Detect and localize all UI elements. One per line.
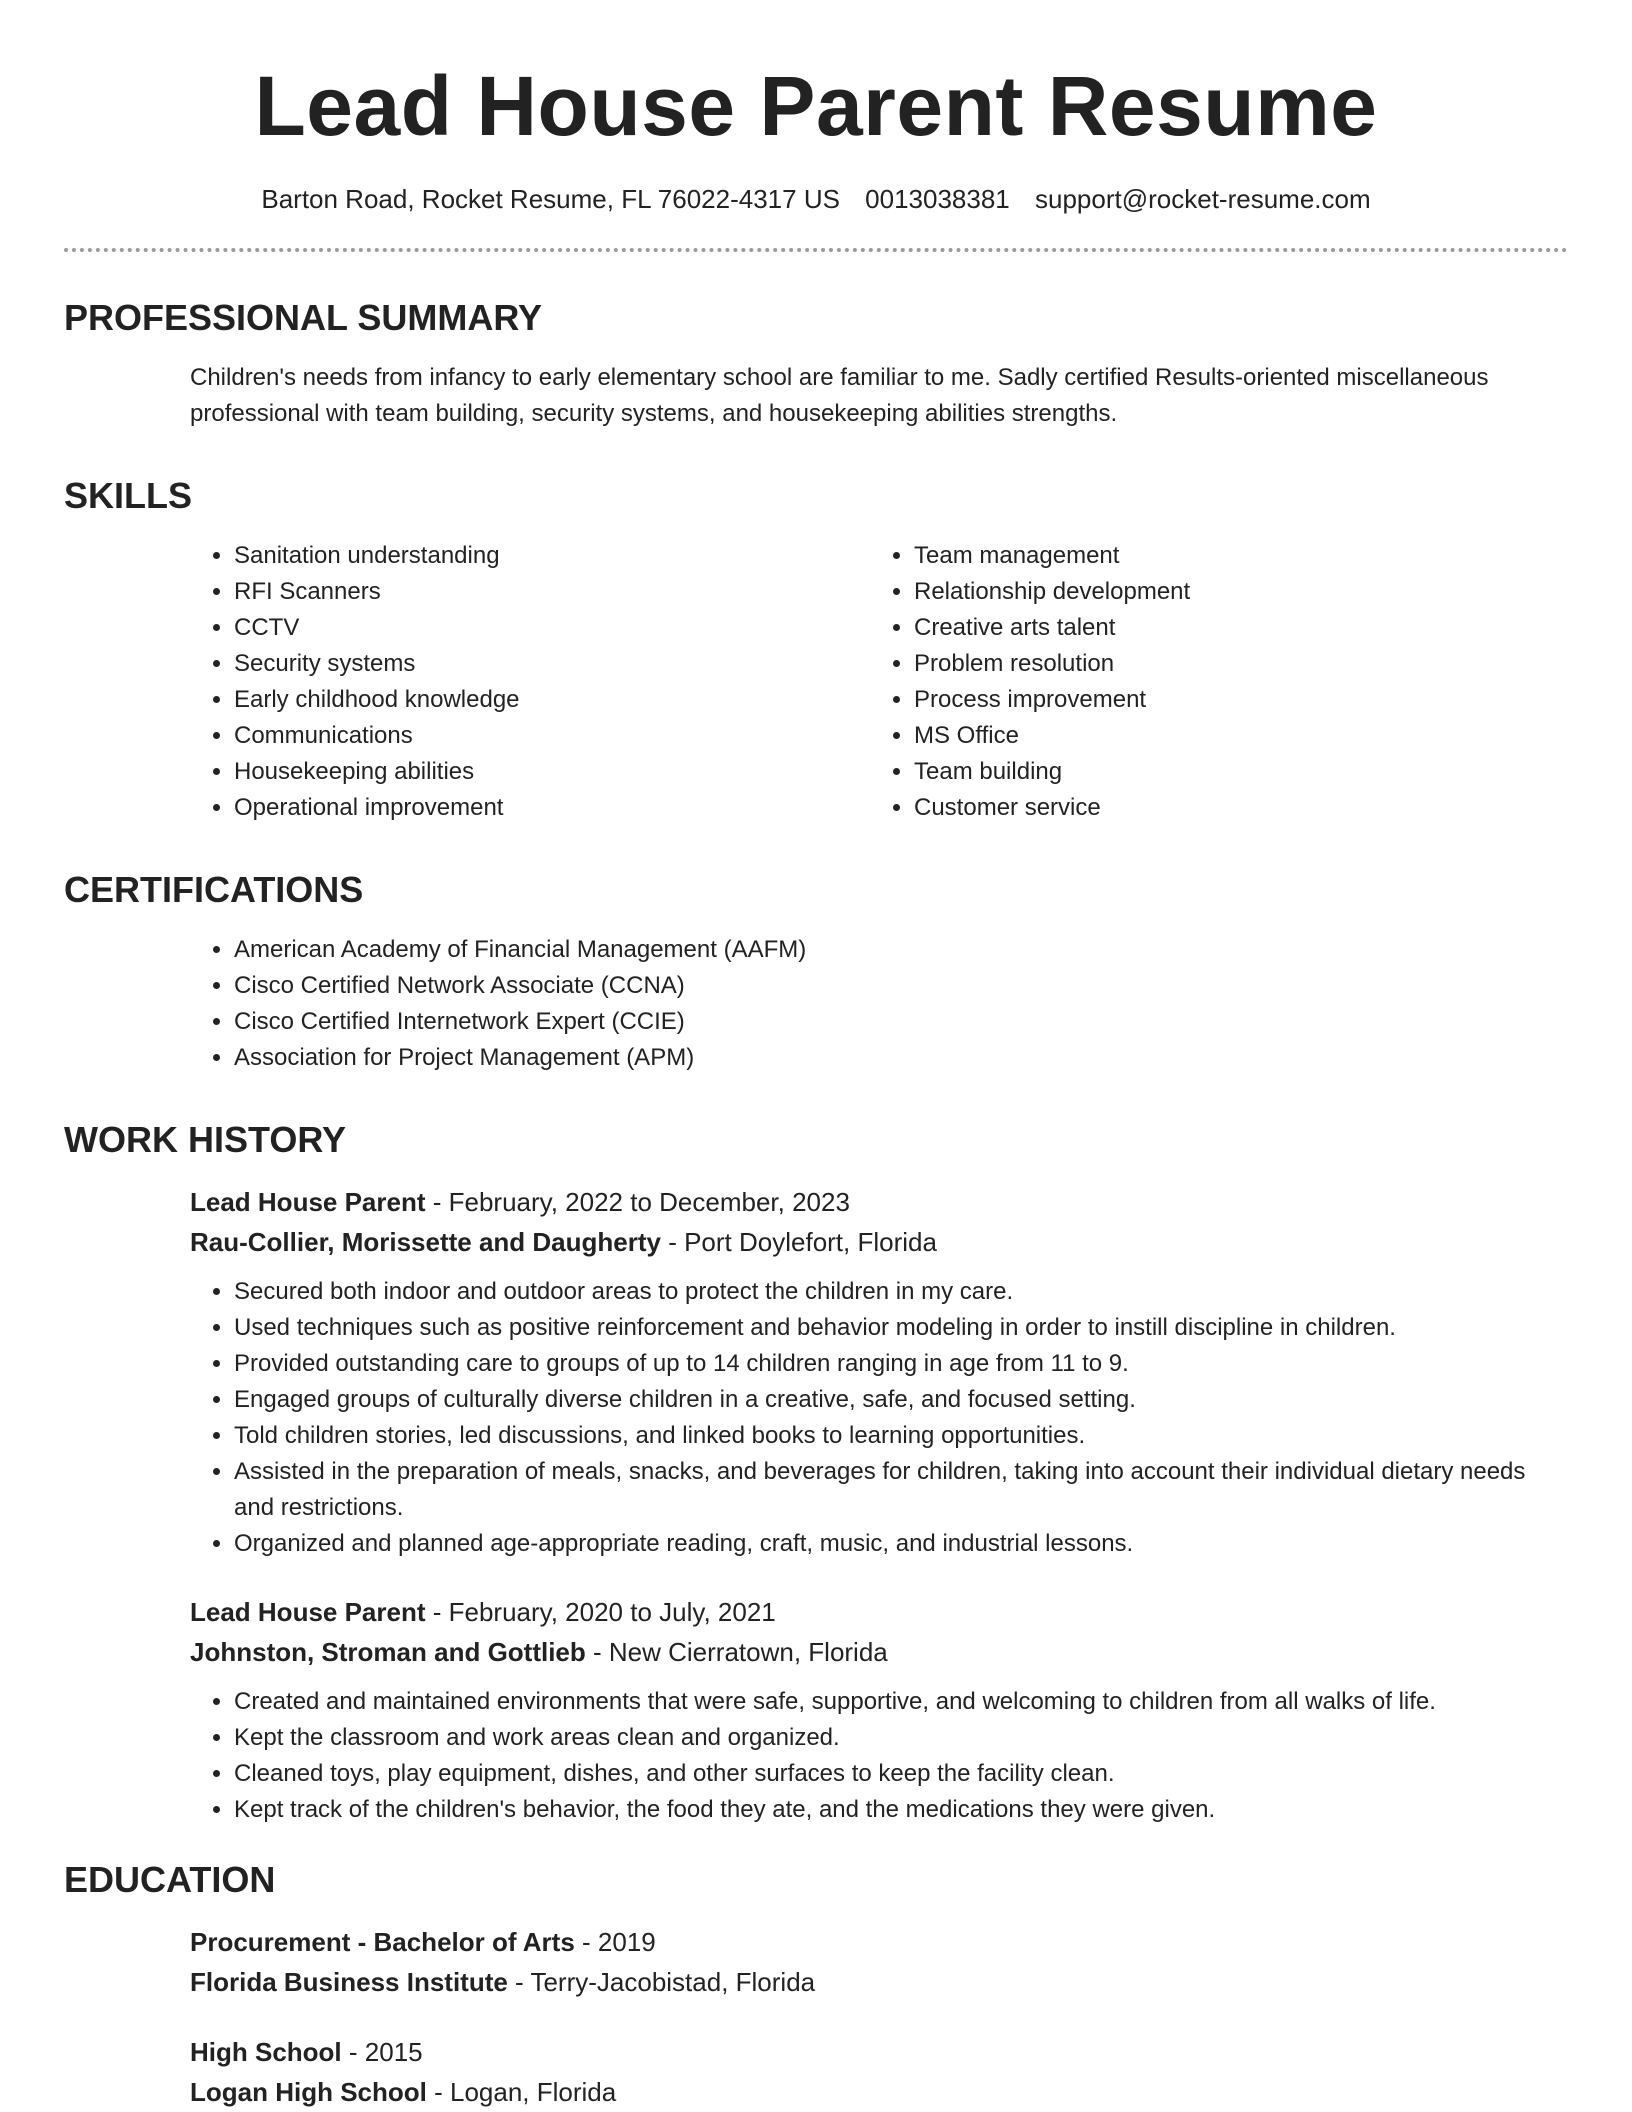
skill-item: • Team building — [914, 754, 1550, 790]
education-location: - Logan, Florida — [426, 2077, 617, 2107]
education-heading: EDUCATION — [64, 1859, 276, 1900]
skill-item: • Team management — [914, 538, 1550, 574]
resume-title: Lead House Parent Resume — [254, 59, 1378, 153]
job-bullet: • Assisted in the preparation of meals, snacks, and beverages for children, taking into account their individual dietary needs and restrictions. — [234, 1454, 1568, 1526]
certifications-heading: CERTIFICATIONS — [64, 869, 364, 910]
contact-email: support@rocket-resume.com — [1035, 184, 1371, 214]
resume-header — [64, 0, 1568, 252]
summary-heading: PROFESSIONAL SUMMARY — [64, 297, 543, 338]
education-location: - Terry-Jacobistad, Florida — [507, 1967, 816, 1997]
header-divider — [64, 248, 1568, 252]
summary-section — [64, 296, 1568, 432]
skills-grid — [190, 538, 1568, 826]
job-title-line — [190, 1592, 1568, 1632]
work-history-heading: WORK HISTORY — [64, 1119, 347, 1160]
job-bullet: • Created and maintained environments that were safe, supportive, and welcoming to children from all walks of life. — [234, 1684, 1568, 1720]
skill-item: • Creative arts talent — [914, 610, 1550, 646]
education-entry — [190, 1922, 1568, 2002]
skill-item: • Operational improvement — [234, 790, 870, 826]
education-school: Logan High School — [190, 2077, 427, 2107]
summary-body — [190, 360, 1568, 432]
education-degree: Procurement - Bachelor of Arts — [190, 1927, 575, 1957]
job-bullet: • Organized and planned age-appropriate reading, craft, music, and industrial lessons. — [234, 1526, 1568, 1562]
job-location: - New Cierratown, Florida — [585, 1637, 888, 1667]
skill-item: • CCTV — [234, 610, 870, 646]
job-dates: - February, 2020 to July, 2021 — [425, 1597, 776, 1627]
job-location: - Port Doylefort, Florida — [660, 1227, 937, 1257]
skill-item: • Early childhood knowledge — [234, 682, 870, 718]
job-bullet: • Told children stories, led discussions, and linked books to learning opportunities. — [234, 1418, 1568, 1454]
work-history-section — [64, 1118, 1568, 1828]
skills-column-left — [190, 538, 870, 826]
certification-item: • Cisco Certified Network Associate (CCNA) — [234, 968, 1568, 1004]
education-year: - 2015 — [341, 2037, 423, 2067]
skill-item: • Customer service — [914, 790, 1550, 826]
education-degree-line — [190, 2032, 1568, 2072]
job-title-line — [190, 1182, 1568, 1222]
job-bullet: • Cleaned toys, play equipment, dishes, and other surfaces to keep the facility clean. — [234, 1756, 1568, 1792]
education-body — [190, 1922, 1568, 2112]
job-role: Lead House Parent — [190, 1597, 426, 1627]
skill-item: • Problem resolution — [914, 646, 1550, 682]
job-bullet: • Kept track of the children's behavior, the food they ate, and the medications they were given. — [234, 1792, 1568, 1828]
education-school: Florida Business Institute — [190, 1967, 508, 1997]
skills-column-right — [870, 538, 1550, 826]
skill-item: • Security systems — [234, 646, 870, 682]
certifications-section — [64, 868, 1568, 1076]
job-bullet: • Used techniques such as positive reinforcement and behavior modeling in order to instill discipline in children. — [234, 1310, 1568, 1346]
certification-item: • Cisco Certified Internetwork Expert (CCIE) — [234, 1004, 1568, 1040]
education-school-line — [190, 1962, 1568, 2002]
education-degree-line — [190, 1922, 1568, 1962]
skill-item: • RFI Scanners — [234, 574, 870, 610]
skill-item: • MS Office — [914, 718, 1550, 754]
education-entry — [190, 2032, 1568, 2112]
job-bullet: • Kept the classroom and work areas clean and organized. — [234, 1720, 1568, 1756]
education-year: - 2019 — [574, 1927, 656, 1957]
skill-item: • Housekeeping abilities — [234, 754, 870, 790]
work-history-body — [190, 1182, 1568, 1828]
skills-section — [64, 474, 1568, 826]
certification-item: • Association for Project Management (APM) — [234, 1040, 1568, 1076]
job-bullet: • Secured both indoor and outdoor areas to protect the children in my care. — [234, 1274, 1568, 1310]
job-company: Johnston, Stroman and Gottlieb — [190, 1637, 586, 1667]
skills-heading: SKILLS — [64, 475, 193, 516]
skill-item: • Communications — [234, 718, 870, 754]
education-school-line — [190, 2072, 1568, 2112]
job-entry — [190, 1592, 1568, 1828]
skill-item: • Process improvement — [914, 682, 1550, 718]
contact-line — [64, 182, 1568, 216]
job-company-line — [190, 1632, 1568, 1672]
contact-phone: 0013038381 — [865, 184, 1010, 214]
job-dates: - February, 2022 to December, 2023 — [425, 1187, 850, 1217]
job-role: Lead House Parent — [190, 1187, 426, 1217]
job-entry — [190, 1182, 1568, 1562]
job-bullet: • Provided outstanding care to groups of up to 14 children ranging in age from 11 to 9. — [234, 1346, 1568, 1382]
education-section — [64, 1858, 1568, 2112]
education-degree: High School — [190, 2037, 342, 2067]
job-bullet: • Engaged groups of culturally diverse children in a creative, safe, and focused setting. — [234, 1382, 1568, 1418]
certification-item: • American Academy of Financial Management (AAFM) — [234, 932, 1568, 968]
job-company-line — [190, 1222, 1568, 1262]
skill-item: • Relationship development — [914, 574, 1550, 610]
summary-text: Children's needs from infancy to early elementary school are familiar to me. Sadly certified Results-oriented miscellaneous professional with team building, security systems, and housekeeping abilities strengths. — [190, 364, 1489, 427]
certifications-body — [190, 932, 1568, 1076]
job-company: Rau-Collier, Morissette and Daugherty — [190, 1227, 661, 1257]
contact-address: Barton Road, Rocket Resume, FL 76022-4317 US — [261, 184, 840, 214]
skill-item: • Sanitation understanding — [234, 538, 870, 574]
